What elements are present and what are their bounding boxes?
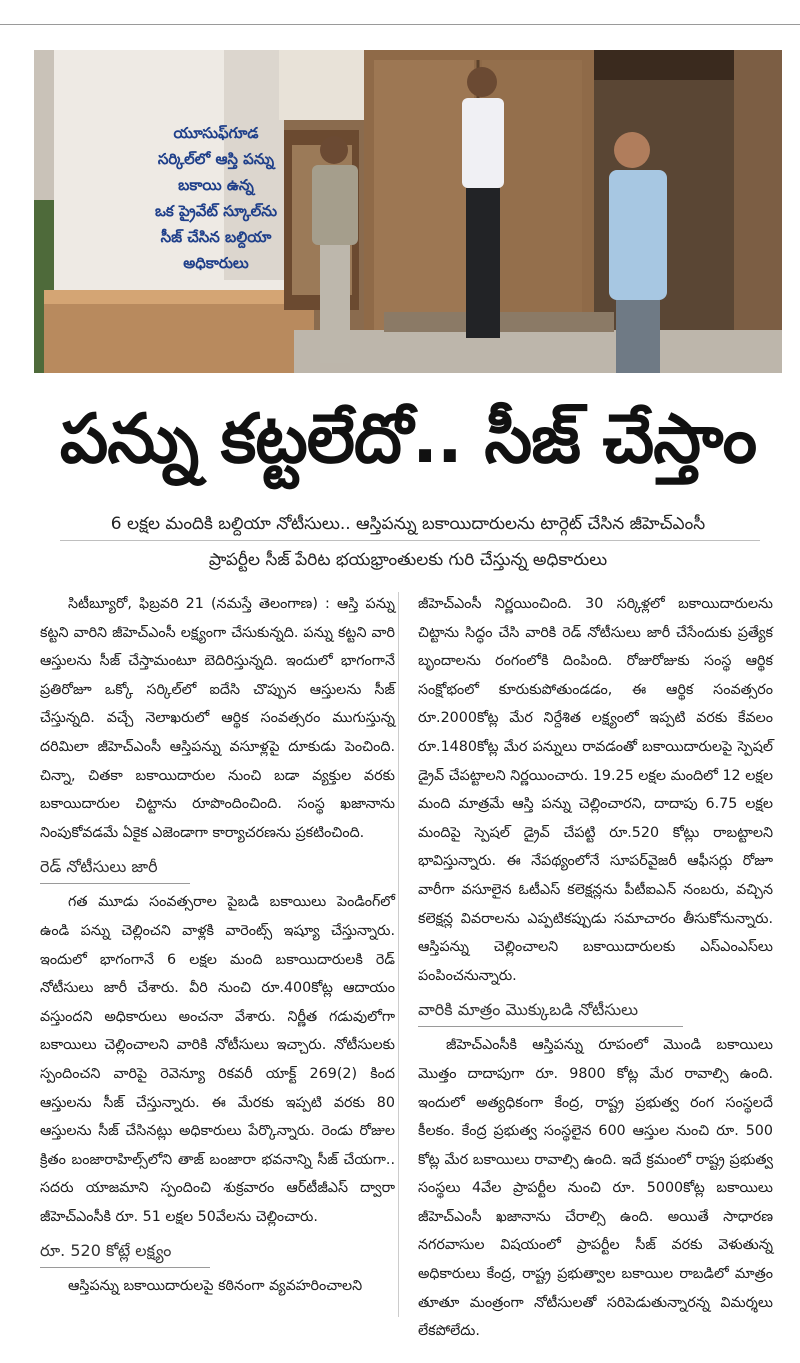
subheading: రూ. 520 కోట్లే లక్ష్యం: [40, 1237, 210, 1268]
photo-caption: [126, 120, 306, 276]
caption-line: ఒక ప్రైవేట్ స్కూల్‌ను: [154, 202, 278, 220]
page-top-strip: [0, 0, 800, 25]
deck-line-2: ప్రాపర్టీల సీజ్ పేరిట భయభ్రాంతులకు గురి చేస్తున్న అధికారులు: [208, 550, 608, 570]
column-divider: [398, 592, 399, 1317]
caption-line: యూసుఫ్‌గూడ: [173, 124, 259, 142]
article-paragraph: ఆస్తిపన్ను బకాయిదారులపై కఠినంగా వ్యవహరించాలని: [68, 1278, 363, 1295]
deck-divider: [60, 540, 760, 541]
article-paragraph: జీహెచ్ఎంసీకి ఆస్తిపన్ను రూపంలో మొండి బకాయిలు మొత్తం దాదాపుగా రూ. 9800 కోట్ల మేర రావాల్సి ఉంది. ఇందులో అత్యధికంగా కేంద్ర, రాష్ట్ర ప్రభుత్వ రంగ సంస్థలదే కీలకం. కేంద్ర ప్రభుత్వ సంస్థలైన 600 ఆస్తుల నుంచి రూ. 500 కోట్ల మేర బకాయిలు రావాల్సి ఉంది. ఇదే క్రమంలో రాష్ట్ర ప్రభుత్వ సంస్థలు 4వేల ప్రాపర్టీల నుంచి రూ. 5000కోట్ల బకాయిలు జీహెచ్ఎంసీ ఖజానాను చేరాల్సి ఉంది. అయితే సాధారణ నగరవాసుల విషయంలో ప్రాపర్టీల సీజ్ వరకు వెళుతున్న అధికారులు కేంద్ర, రాష్ట్ర ప్రభుత్వాల బకాయిల రాబడిలో మాత్రం తూతూ మంత్రంగా నోటీసులతో సరిపెడుతున్నారన్న విమర్శలు లేకపోలేదు.: [418, 1037, 773, 1340]
article-column-left: [40, 590, 395, 1301]
caption-line: సీజ్ చేసిన బల్దియా: [160, 228, 272, 246]
deck-line-1: 6 లక్షల మందికి బల్దియా నోటీసులు.. ఆస్తిపన్ను బకాయిదారులను టార్గెట్ చేసిన జీహెచ్ఎంసీ: [110, 514, 706, 534]
headline: పన్ను కట్టలేదో.. సీజ్ చేస్తాం: [59, 400, 757, 479]
article-paragraph: గత మూడు సంవత్సరాల పైబడి బకాయిలు పెండింగ్‌లో ఉండి పన్ను చెల్లించని వాళ్లకి వారెంట్స్ ఇష్యూ చేస్తున్నారు. ఇందులో భాగంగానే 6 లక్షల మంది బకాయిదారులకి రెడ్ నోటీసులు జారీ చేశారు. వీరి నుంచి రూ.400కోట్ల ఆదాయం వస్తుందని అధికారులు అంచనా వేశారు. నిర్ణీత గడువులోగా బకాయిలు చెల్లించాలని వారికి నోటీసులు ఇచ్చారు. నోటీసులకు స్పందించని వారిపై రెవెన్యూ రికవరీ యాక్ట్ 269(2) కింద ఆస్తులను సీజ్ చేస్తున్నారు. ఈ మేరకు ఇప్పటి వరకు 80 ఆస్తులను సీజ్ చేసినట్లు అధికారులు పేర్కొన్నారు. రెండు రోజుల క్రితం బంజారాహిల్స్‌లోని తాజ్ బంజారా భవనాన్ని సీజ్ చేయగా.. సదరు యాజమాని స్పందించి శుక్రవారం ఆర్‌టీజీఎస్ ద్వారా జీహెచ్ఎంసీకి రూ. 51 లక్షల 50వేలను చెల్లించారు.: [40, 894, 395, 1225]
subheading: వారికి మాత్రం మొక్కుబడి నోటీసులు: [418, 996, 683, 1027]
article-paragraph: సిటీబ్యూరో, ఫిబ్రవరి 21 (నమస్తే తెలంగాణ) : ఆస్తి పన్ను కట్టని వారిని జీహెచ్ఎంసీ లక్ష్యంగా చేసుకున్నది. పన్ను కట్టని వారి ఆస్తులను సీజ్ చేస్తామంటూ బెదిరిస్తున్నది. ఇందులో భాగంగానే ప్రతిరోజూ ఒక్కో సర్కిల్‌లో ఐదేసి చొప్పున ఆస్తులను సీజ్ చేస్తున్నది. వచ్చే నెలాఖరులో ఆర్థిక సంవత్సరం ముగుస్తున్న దరిమిలా జీహెచ్ఎంసీ ఆస్తిపన్ను వసూళ్లపై దూకుడు పెంచింది. చిన్నా, చితకా బకాయిదారుల నుంచి బడా వ్యక్తుల వరకు బకాయిదారుల చిట్టాను రూపొందించింది. సంస్థ ఖజానాను నింపుకోవడమే ఏకైక ఎజెండాగా కార్యాచరణను ప్రకటించింది.: [40, 596, 395, 841]
caption-line: అధికారులు: [183, 254, 249, 272]
caption-line: సర్కిల్‌లో ఆస్తి పన్ను: [157, 150, 275, 168]
news-photo: [34, 50, 782, 373]
article-paragraph: జీహెచ్ఎంసీ నిర్ణయించింది. 30 సర్కిళ్లలో బకాయిదారులను చిట్టాను సిద్ధం చేసి వారికి రెడ్ నోటీసులు జారీ చేసేందుకు ప్రత్యేక బృందాలను రంగంలోకి దింపింది. రోజురోజుకు సంస్థ ఆర్థిక సంక్షోభంలో కూరుకుపోతుండడం, ఈ ఆర్థిక సంవత్సరం రూ.2000కోట్ల మేర నిర్దేశిత లక్ష్యంలో ఇప్పటి వరకు కేవలం రూ.1480కోట్ల మేర పన్నులు రావడంతో బకాయిదారులపై స్పెషల్ డ్రైవ్ చేపట్టాలని నిర్ణయించారు. 19.25 లక్షల మందిలో 12 లక్షల మంది మాత్రమే ఆస్తి పన్ను చెల్లించారని, దాదాపు 6.75 లక్షల మందిపై స్పెషల్ డ్రైవ్ చేపట్టి రూ.520 కోట్లు రాబట్టాలని భావిస్తున్నారు. ఈ నేపథ్యంలోనే సూపర్‌వైజరీ ఆఫీసర్లు రోజూ వారీగా వసూలైన ఓటీఎస్ కలెక్షన్లను పీటీఐఎన్ నంబరు, వచ్చిన కలెక్షన్ల వివరాలను ఎప్పటికప్పుడు సమాచారం తీసుకోనున్నారు. ఆస్తిపన్ను చెల్లించాలని బకాయిదారులకు ఎస్ఎంఎస్‌లు పంపించనున్నారు.: [418, 596, 773, 984]
article-column-right: [418, 590, 773, 1346]
subheading: రెడ్ నోటీసులు జారీ: [40, 853, 190, 884]
caption-line: బకాయి ఉన్న: [178, 176, 254, 194]
